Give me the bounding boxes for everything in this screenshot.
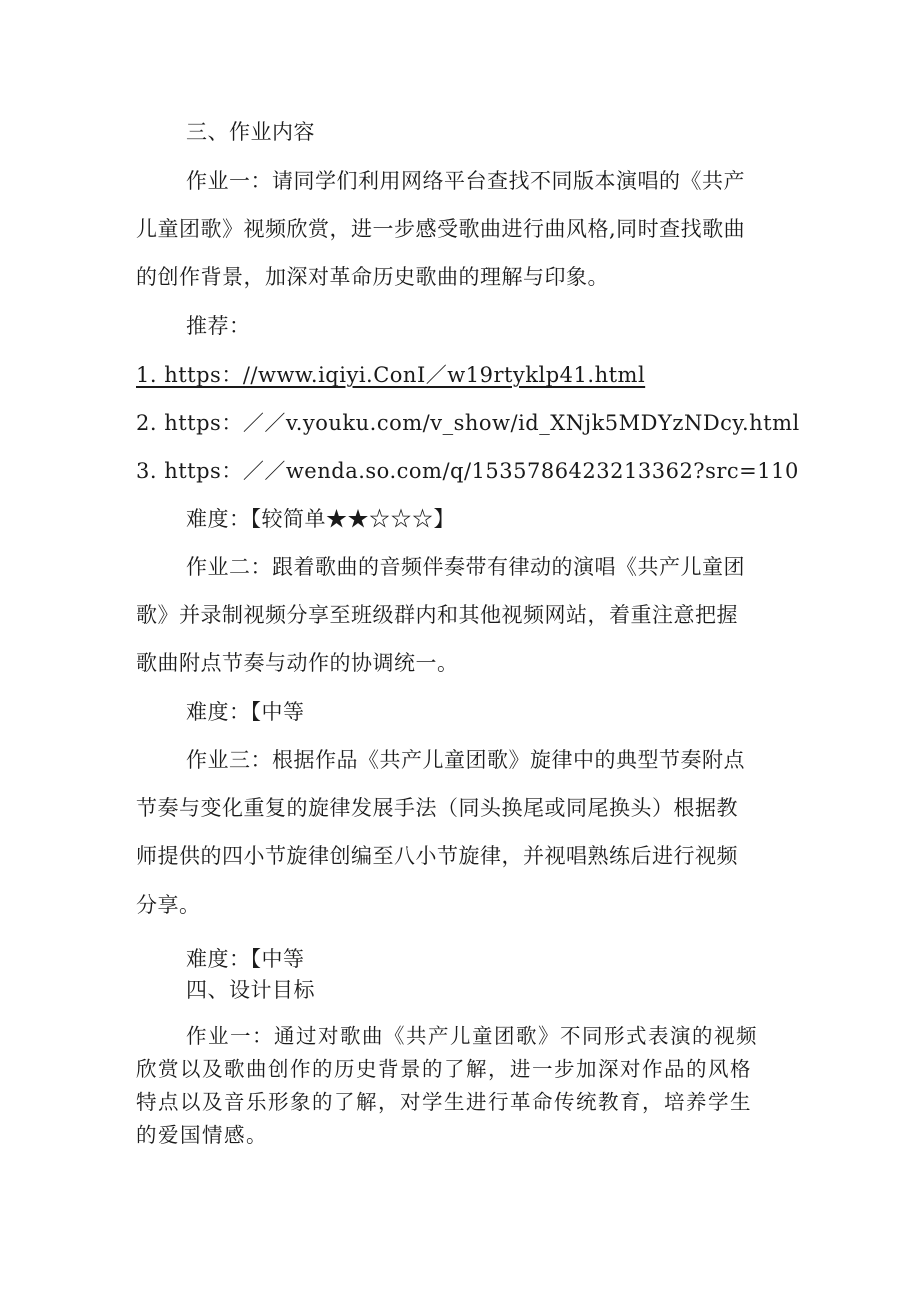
hw2-difficulty: 难度：【中等: [186, 700, 305, 724]
section-4-heading: 四、设计目标: [186, 978, 315, 1002]
hw1-line-1: 作业一：请同学们利用网络平台查找不同版本演唱的《共产: [186, 169, 745, 193]
hw2-line-3: 歌曲附点节奏与动作的协调统一。: [136, 651, 459, 675]
hw1-line-2: 儿童团歌》视频欣赏，进一步感受歌曲进行曲风格,同时查找歌曲: [136, 217, 746, 241]
goal1-line-1: 作业一：通过对歌曲《共产儿童团歌》不同形式表演的视频: [186, 1024, 758, 1048]
recommend-label: 推荐：: [186, 314, 251, 338]
hw2-line-2: 歌》并录制视频分享至班级群内和其他视频网站，着重注意把握: [136, 603, 738, 627]
hw1-line-3: 的创作背景，加深对革命历史歌曲的理解与印象。: [136, 265, 609, 289]
section-3-heading: 三、作业内容: [186, 120, 315, 144]
recommend-link-1[interactable]: 1. https：//www.iqiyi.ConI／w19rtyklp41.html: [136, 363, 646, 387]
recommend-link-3[interactable]: 3. https：／／wenda.so.com/q/1535786423213362?src=110: [136, 459, 799, 483]
goal1-line-2: 欣赏以及歌曲创作的历史背景的了解，进一步加深对作品的风格: [136, 1057, 752, 1081]
hw3-line-3: 师提供的四小节旋律创编至八小节旋律，并视唱熟练后进行视频: [136, 844, 738, 868]
hw3-line-1: 作业三：根据作品《共产儿童团歌》旋律中的典型节奏附点: [186, 748, 745, 772]
goal1-line-3: 特点以及音乐形象的了解，对学生进行革命传统教育，培养学生: [136, 1090, 752, 1114]
hw2-line-1: 作业二：跟着歌曲的音频伴奏带有律动的演唱《共产儿童团: [186, 555, 745, 579]
hw3-difficulty: 难度：【中等: [186, 947, 305, 971]
hw3-line-2: 节奏与变化重复的旋律发展手法（同头换尾或同尾换头）根据教: [136, 796, 738, 820]
recommend-link-2[interactable]: 2. https：／／v.youku.com/v_show/id_XNjk5MDYzNDcy.html: [136, 411, 800, 435]
hw3-line-4: 分享。: [136, 893, 201, 917]
goal1-line-4: 的爱国情感。: [136, 1123, 268, 1147]
hw1-difficulty: 难度：【较简单★★☆☆☆】: [186, 507, 455, 531]
